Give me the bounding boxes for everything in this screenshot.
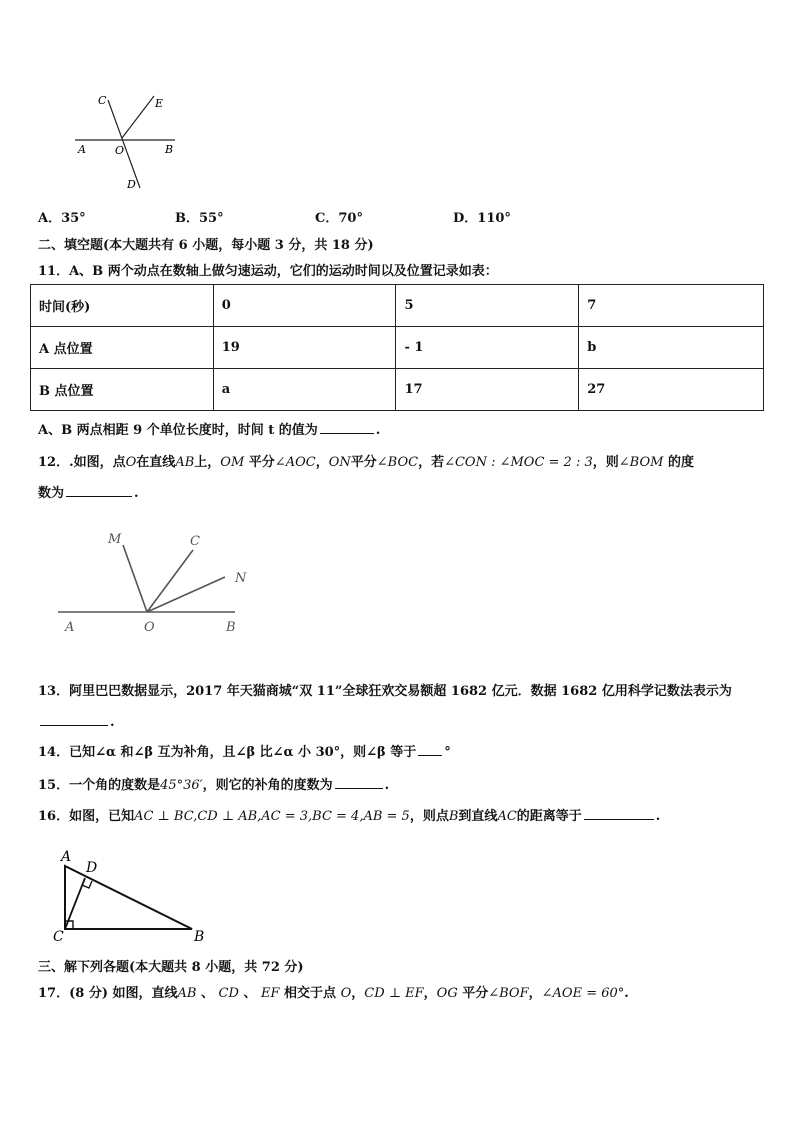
q11-stem: 11．A、B 两个动点在数轴上做匀速运动，它们的运动时间以及位置记录如表： [38,264,498,279]
q15-text: 15．一个角的度数是 [38,778,161,793]
answer-blank [418,743,442,756]
label-B: B [194,929,205,945]
table-row [31,285,764,327]
q12-point-O: O [125,455,137,470]
q17-text: 相交于点 [284,986,337,1001]
table-cell: 0 [213,285,396,327]
q17-angle-BOF: ∠BOF [488,986,529,1001]
label-A: A [65,620,75,635]
q17-line-EF: EF [260,986,280,1001]
label-O: O [115,144,125,157]
q15 [38,774,389,793]
q12-line1 [38,451,694,470]
q17-text: ， [423,986,437,1001]
table-row [31,327,764,369]
option-c: C．70° [315,211,363,226]
q12-text: ，若 [418,455,445,470]
q12-text: 平分 [350,455,377,470]
table-cell: a [213,369,396,411]
q17-end: . [624,986,629,1001]
q11-table [30,284,764,411]
q12-text: 数为 [38,486,65,501]
table-cell: B 点位置 [31,369,214,411]
q17-angle-AOE: ∠AOE = 60° [541,986,625,1001]
figure-q16 [55,843,215,946]
q16-text: 16．如图，已知 [38,809,135,824]
q13-line1: 13．阿里巴巴数据显示，2017 年天猫商城“双 11”全球狂欢交易额超 1682 亿元．数据 1682 亿用科学记数法表示为 [38,684,732,699]
table-cell: A 点位置 [31,327,214,369]
label-C: C [190,534,200,549]
q11-question [38,419,380,438]
q14 [38,741,451,760]
q17-text: 、 [200,986,214,1001]
ray-OM [123,545,147,612]
label-C: C [53,929,64,945]
answer-blank [66,484,132,497]
label-A: A [61,849,72,865]
q17-text: ， [528,986,542,1001]
label-O: O [144,620,155,635]
table-row [31,369,764,411]
q12-angle-BOM: ∠BOM [618,455,664,470]
q16-point-B: B [448,809,459,824]
q17-line-CD: CD [218,986,239,1001]
table-cell: b [579,327,764,369]
q12-text: ，则 [592,455,619,470]
q17-ray-OG: OG [436,986,458,1001]
section2-heading: 二、填空题(本大题共有 6 小题，每小题 3 分，共 18 分) [38,238,374,253]
table-cell: 27 [579,369,764,411]
q17-text: ， [351,986,365,1001]
option-a: A．35° [38,211,86,226]
q17-text: 17．(8 分) 如图，直线 [38,986,178,1001]
q17-text: 、 [243,986,257,1001]
table-cell: 5 [396,285,579,327]
ray-OC [147,550,193,612]
label-E: E [155,97,164,110]
q12-ray-ON: ON [328,455,351,470]
q15-text: ，则它的补角的度数为 [202,778,333,793]
triangle-ABC [65,866,192,929]
q14-text: 14．已知∠α 和∠β 互为补角，且∠β 比∠α 小 30°，则∠β 等于 [38,745,417,760]
q15-end: . [384,778,390,793]
q17-text: 平分 [462,986,489,1001]
label-B: B [226,620,236,635]
table-cell: 17 [396,369,579,411]
q15-degree: 45°36′ [160,778,203,793]
label-B: B [165,143,174,156]
q12-text: 在直线 [136,455,176,470]
label-C: C [98,94,107,107]
table-cell: 19 [213,327,396,369]
option-b: B．55° [175,211,224,226]
q12-angle-AOC: ∠AOC [274,455,316,470]
q16-line-AC: AC [497,809,517,824]
answer-blank [584,807,654,820]
q12-angle-BOC: ∠BOC [376,455,419,470]
q13-end: . [110,715,115,730]
q12-text: 的度 [667,455,694,470]
q11-question-text: A、B 两点相距 9 个单位长度时，时间 t 的值为 [38,423,318,438]
ray-OE [122,96,154,138]
answer-blank [320,421,374,434]
q11-end: . [375,423,381,438]
table-cell: 7 [579,285,764,327]
q17-point-O: O [340,986,352,1001]
q12-ratio: ∠CON : ∠MOC = 2 : 3 [444,455,593,470]
ray-ON [147,577,225,612]
option-d: D．110° [453,211,511,226]
q17-line-AB: AB [177,986,197,1001]
q16-text: ，则点 [409,809,449,824]
q12-text: 12．.如图，点 [38,455,126,470]
figure-q12 [50,525,260,640]
label-D: D [127,178,136,191]
answer-blank [335,776,383,789]
label-D: D [86,860,98,876]
q16 [38,805,660,824]
q12-line-AB: AB [175,455,195,470]
figure-q10 [70,90,190,195]
label-A: A [78,143,86,156]
q16-text: 的距离等于 [516,809,582,824]
q12-text: 平分 [248,455,275,470]
q16-text: 到直线 [458,809,498,824]
q17-perp: CD ⊥ EF [364,986,424,1001]
q14-end: ° [444,745,451,760]
q12-text: 上， [194,455,221,470]
label-M: M [108,532,122,547]
q16-end: . [655,809,661,824]
table-cell: - 1 [396,327,579,369]
q12-text: ， [315,455,329,470]
q12-ray-OM: OM [220,455,245,470]
section3-heading: 三、解下列各题(本大题共 8 小题，共 72 分) [38,960,304,975]
q12-end: . [134,486,139,501]
answer-blank [40,713,108,726]
q13-line2 [38,713,115,730]
q12-line2 [38,482,139,501]
label-N: N [235,571,247,586]
q17 [38,982,629,1001]
table-cell: 时间(秒) [31,285,214,327]
q16-conditions: AC ⊥ BC,CD ⊥ AB,AC = 3,BC = 4,AB = 5 [134,809,410,824]
